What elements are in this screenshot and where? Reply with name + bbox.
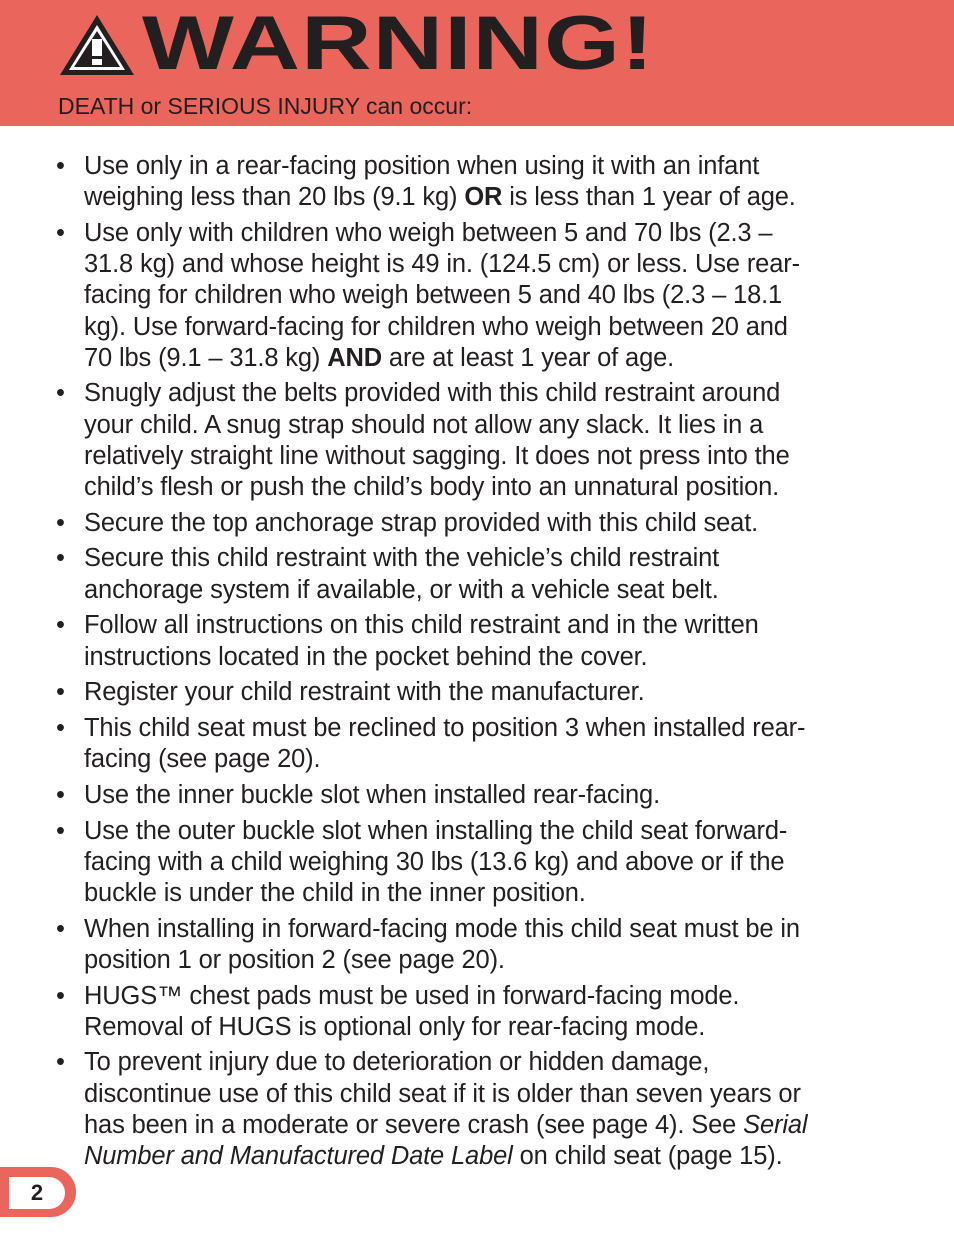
- text-segment: When installing in forward-facing mode this child seat must be in position 1 or position 2 (see page 20).: [84, 914, 800, 974]
- bullet-icon: •: [56, 508, 65, 537]
- text-segment: Follow all instructions on this child restraint and in the written instructions located in the pocket behind the cover.: [84, 611, 759, 671]
- warning-item: [56, 378, 916, 503]
- bullet-icon: •: [56, 379, 65, 408]
- warning-item-text: [84, 915, 800, 974]
- warning-list: [56, 151, 916, 1177]
- warning-item: [56, 1047, 916, 1172]
- text-segment: on child seat (page 15).: [512, 1142, 783, 1171]
- warning-item-text: [84, 678, 645, 706]
- text-segment: Snugly adjust the belts provided with this child restraint around your child. A snug strap should not allow any slack. It lies in a relatively straight line without sagging. It does not press into the child’s flesh or push the child’s body into an unnatural position.: [84, 379, 790, 502]
- bullet-icon: •: [56, 544, 65, 573]
- bullet-icon: •: [56, 218, 65, 247]
- text-segment: This child seat must be reclined to position 3 when installed rear- facing (see page 20).: [84, 713, 806, 774]
- text-segment: Use the outer buckle slot when installing the child seat forward- facing with a child weighing 30 lbs (13.6 kg) and above or if the buckle is under the child in the inner position.: [84, 816, 788, 907]
- warning-item: [56, 543, 916, 605]
- warning-item: [56, 218, 916, 374]
- text-segment: Secure the top anchorage strap provided with this child seat.: [84, 508, 759, 537]
- bullet-icon: •: [56, 713, 65, 742]
- warning-item-text: [84, 544, 719, 603]
- text-segment: HUGS™ chest pads must be used in forward-facing mode. Removal of HUGS is optional only for rear-facing mode.: [84, 981, 740, 1041]
- warning-item: [56, 151, 916, 213]
- text-segment: is less than 1 year of age.: [502, 183, 796, 212]
- bullet-icon: •: [56, 780, 65, 809]
- bullet-icon: •: [56, 981, 65, 1010]
- warning-item: [56, 780, 916, 811]
- bullet-icon: •: [56, 152, 65, 180]
- text-segment: are at least 1 year of age.: [382, 343, 675, 372]
- warning-item: [56, 677, 916, 708]
- text-segment: Register your child restraint with the manufacturer.: [84, 678, 645, 707]
- text-segment: To prevent injury due to deterioration or hidden damage, discontinue use of this child seat if it is older than seven years or has been in a moderate or severe crash (see page 4). See: [84, 1048, 801, 1139]
- emphasis-text: OR: [464, 183, 503, 212]
- text-segment: Secure this child restraint with the vehicle’s child restraint anchorage system if available, or with a vehicle seat belt.: [84, 544, 720, 604]
- warning-item-text: [84, 219, 800, 372]
- warning-item-text: [84, 509, 758, 537]
- text-segment: Use only with children who weigh between 5 and 70 lbs (2.3 – 31.8 kg) and whose height is 49 in. (124.5 cm) or less. Use rear- facing for children who weigh between 5 and 40 lbs (2.3 – 18.1 kg). Use forward-facing for children who weigh between 20 and 70 lbs (9.1 – 31.8 kg): [84, 218, 800, 372]
- warning-item-text: [84, 152, 796, 211]
- page-number: 2: [9, 1177, 65, 1209]
- bullet-icon: •: [56, 914, 65, 943]
- warning-item-text: [84, 379, 790, 501]
- warning-triangle-icon: [57, 12, 137, 78]
- warning-item: [56, 508, 916, 539]
- bullet-icon: •: [56, 678, 65, 707]
- warning-item: [56, 914, 916, 976]
- warning-item-text: [84, 817, 787, 907]
- warning-item-text: [84, 611, 759, 670]
- warning-title: WARNING!: [142, 1, 655, 86]
- label-reference-text: Serial Number and Manufactured Date Label: [84, 1110, 808, 1171]
- warning-item-text: [84, 781, 660, 809]
- warning-item-text: [84, 1048, 807, 1170]
- warning-item-text: [84, 982, 739, 1041]
- warning-item: [56, 713, 916, 775]
- bullet-icon: •: [56, 1048, 65, 1077]
- warning-banner: [0, 0, 954, 126]
- warning-item: [56, 981, 916, 1043]
- warning-subtitle: DEATH or SERIOUS INJURY can occur:: [58, 93, 473, 119]
- warning-item-text: [84, 714, 805, 773]
- page-number-tab: [0, 1167, 76, 1217]
- text-segment: Use the inner buckle slot when installed rear-facing.: [84, 780, 661, 809]
- text-segment: Use only in a rear-facing position when using it with an infant weighing less than 20 lbs (9.1 kg): [84, 152, 760, 212]
- emphasis-text: AND: [327, 343, 382, 372]
- warning-item: [56, 610, 916, 672]
- bullet-icon: •: [56, 611, 65, 640]
- bullet-icon: •: [56, 816, 65, 845]
- warning-item: [56, 816, 916, 910]
